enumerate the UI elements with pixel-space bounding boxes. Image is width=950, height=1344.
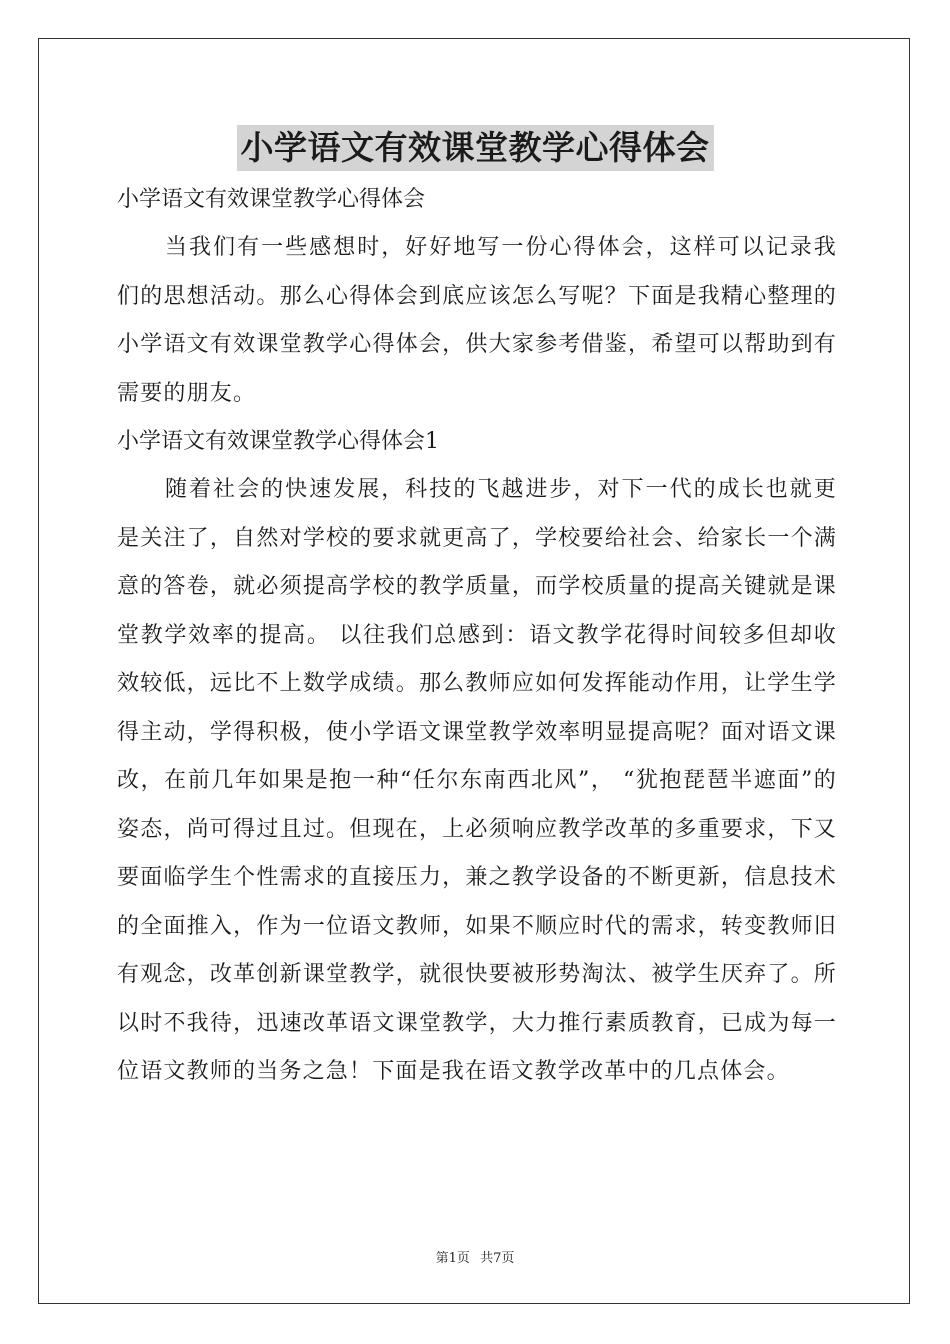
document-body bbox=[117, 176, 837, 1097]
page-footer bbox=[0, 1247, 950, 1266]
page-number-total: 共7页 bbox=[480, 1251, 515, 1266]
document-title: 小学语文有效课堂教学心得体会 bbox=[237, 125, 714, 171]
intro-paragraph: 当我们有一些感想时，好好地写一份心得体会，这样可以记录我们的思想活动。那么心得体会到底应该怎么写呢？下面是我精心整理的小学语文有效课堂教学心得体会，供大家参考借鉴，希望可以帮助到有需要的朋友。 bbox=[117, 235, 837, 406]
page-number-current: 第1页 bbox=[435, 1251, 470, 1266]
document-subtitle: 小学语文有效课堂教学心得体会 bbox=[117, 187, 426, 212]
title-container bbox=[0, 125, 950, 171]
section-heading: 小学语文有效课堂教学心得体会1 bbox=[117, 429, 439, 454]
section-paragraph: 随着社会的快速发展，科技的飞越进步，对下一代的成长也就更是关注了，自然对学校的要求就更高了，学校要给社会、给家长一个满意的答卷，就必须提高学校的教学质量，而学校质量的提高关键就是课堂教学效率的提高。 以往我们总感到：语文教学花得时间较多但却收效较低，远比不上数学成绩。那么教师应如何发挥能动作用，让学生学得主动，学得积极，使小学语文课堂教学效率明显提高呢？面对语文课改，在前几年如果是抱一种“任尔东南西北风”， “犹抱琵琶半遮面”的姿态，尚可得过且过。但现在，上必须响应教学改革的多重要求，下又要面临学生个性需求的直接压力，兼之教学设备的不断更新，信息技术的全面推入，作为一位语文教师，如果不顺应时代的需求，转变教师旧有观念，改革创新课堂教学，就很快要被形势淘汰、被学生厌弃了。所以时不我待，迅速改革语文课堂教学，大力推行素质教育，已成为每一位语文教师的当务之急！下面是我在语文教学改革中的几点体会。 bbox=[117, 477, 837, 1084]
